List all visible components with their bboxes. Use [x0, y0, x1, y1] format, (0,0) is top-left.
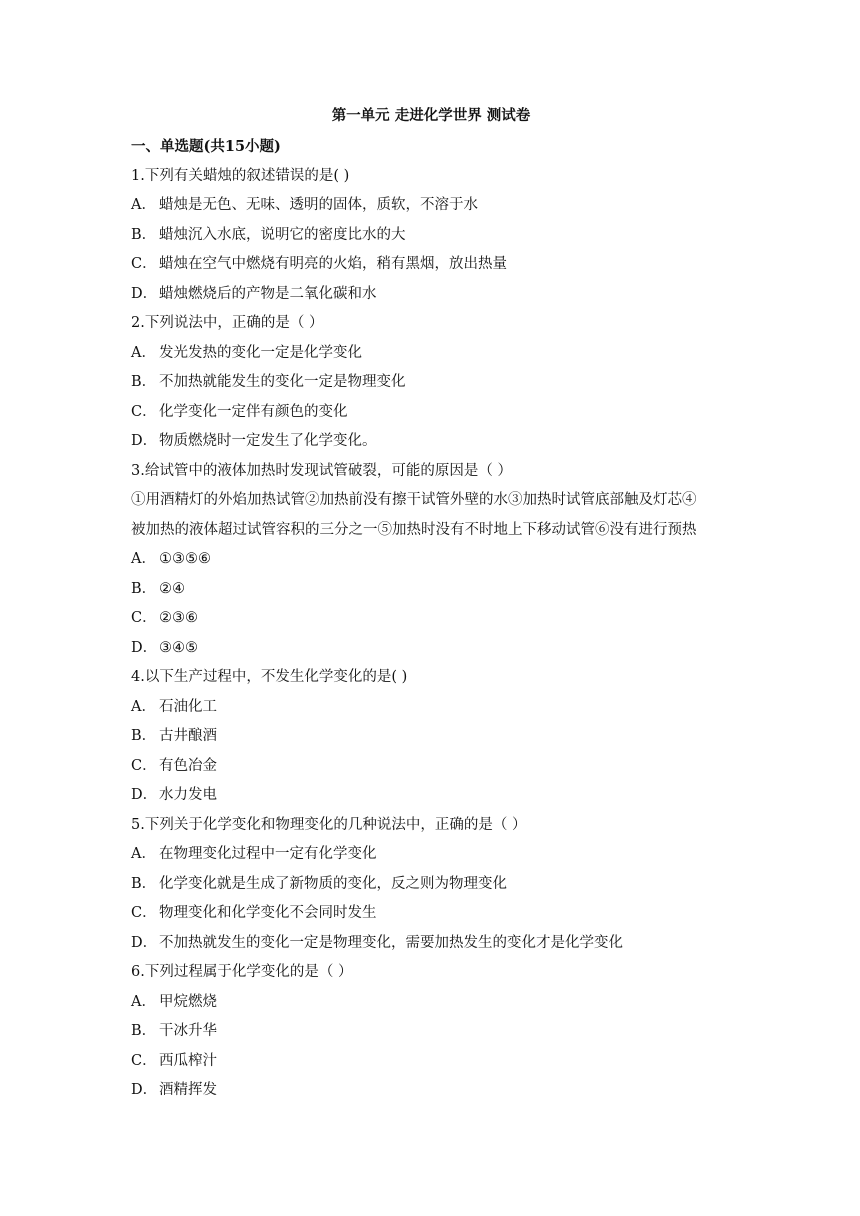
- option-letter: A．: [131, 344, 156, 361]
- option-letter: D．: [131, 639, 158, 656]
- option-letter: D．: [131, 787, 158, 803]
- question: [131, 309, 731, 457]
- document-title: 第一单元 走进化学世界 测试卷: [331, 107, 531, 124]
- question: [131, 457, 731, 664]
- question-stem: ①用酒精灯的外焰加热试管②加热前没有擦干试管外壁的水③加热时试管底部触及灯芯④: [131, 492, 697, 508]
- option-letter: C．: [131, 757, 157, 774]
- option-text: 石油化工: [159, 698, 217, 715]
- option-text: ②④: [159, 580, 185, 597]
- option-letter: C．: [131, 1052, 157, 1069]
- option: [131, 191, 731, 221]
- question-stem: 1.下列有关蜡烛的叙述错误的是( ): [131, 167, 350, 184]
- option-letter: C．: [131, 256, 157, 272]
- question: [131, 663, 731, 811]
- question-list: [131, 162, 731, 1106]
- question: [131, 162, 731, 310]
- option: [131, 368, 731, 398]
- option: [131, 899, 731, 929]
- option-text: 干冰升华: [159, 1023, 217, 1039]
- option: [131, 221, 731, 251]
- option-letter: B．: [131, 580, 157, 597]
- option-text: 有色冶金: [159, 757, 217, 774]
- option: [131, 840, 731, 870]
- option-letter: C．: [131, 905, 157, 921]
- option-letter: B．: [131, 875, 157, 892]
- option-letter: A．: [131, 698, 156, 715]
- option-text: 化学变化就是生成了新物质的变化，反之则为物理变化: [159, 875, 507, 892]
- option-letter: B．: [131, 226, 157, 243]
- option: [131, 693, 731, 723]
- option: [131, 575, 731, 605]
- option-text: 化学变化一定伴有颜色的变化: [159, 403, 348, 420]
- option: [131, 604, 731, 634]
- option: [131, 339, 731, 369]
- option: [131, 545, 731, 575]
- option-letter: D．: [131, 433, 158, 449]
- option-text: 西瓜榨汁: [159, 1052, 217, 1069]
- option-text: 发光发热的变化一定是化学变化: [159, 344, 362, 361]
- option-text: 水力发电: [159, 787, 217, 803]
- option: [131, 1047, 731, 1077]
- option-letter: D．: [131, 1082, 158, 1098]
- question-stem: 6.下列过程属于化学变化的是（ ）: [131, 964, 353, 980]
- option-letter: B．: [131, 374, 157, 390]
- option-text: 酒精挥发: [159, 1082, 217, 1098]
- option-text: 不加热就能发生的变化一定是物理变化: [159, 374, 406, 390]
- option-letter: D．: [131, 285, 158, 302]
- option: [131, 752, 731, 782]
- option: [131, 398, 731, 428]
- question: [131, 958, 731, 1106]
- option-letter: B．: [131, 1023, 157, 1039]
- option-letter: A．: [131, 551, 156, 567]
- option: [131, 722, 731, 752]
- question-stem: 3.给试管中的液体加热时发现试管破裂，可能的原因是（ ）: [131, 462, 512, 479]
- question: [131, 811, 731, 959]
- option-text: 蜡烛是无色、无味、透明的固体，质软，不溶于水: [159, 197, 478, 213]
- option-letter: B．: [131, 728, 157, 744]
- option-letter: C．: [131, 403, 157, 420]
- option: [131, 250, 731, 280]
- option-text: 蜡烛沉入水底，说明它的密度比水的大: [159, 226, 406, 243]
- option-text: 古井酿酒: [159, 728, 217, 744]
- option-text: 蜡烛燃烧后的产物是二氧化碳和水: [159, 285, 377, 302]
- question-stem: 5.下列关于化学变化和物理变化的几种说法中，正确的是（ ）: [131, 816, 527, 833]
- option: [131, 870, 731, 900]
- option: [131, 1017, 731, 1047]
- option: [131, 280, 731, 310]
- option-text: ①③⑤⑥: [159, 551, 211, 567]
- option-text: 物质燃烧时一定发生了化学变化。: [159, 433, 377, 449]
- question-stem: 2.下列说法中，正确的是（ ）: [131, 315, 324, 331]
- option: [131, 1076, 731, 1106]
- option-text: 不加热就发生的变化一定是物理变化，需要加热发生的变化才是化学变化: [159, 934, 623, 951]
- option-text: 物理变化和化学变化不会同时发生: [159, 905, 377, 921]
- option-letter: A．: [131, 197, 156, 213]
- option-text: ②③⑥: [159, 610, 198, 626]
- option: [131, 634, 731, 664]
- option-letter: D．: [131, 934, 158, 951]
- option-text: ③④⑤: [159, 639, 198, 656]
- option-letter: A．: [131, 993, 156, 1010]
- option-text: 蜡烛在空气中燃烧有明亮的火焰，稍有黑烟，放出热量: [159, 256, 507, 272]
- question-stem: 4.以下生产过程中，不发生化学变化的是( ): [131, 669, 408, 685]
- option-text: 甲烷燃烧: [159, 993, 217, 1010]
- option-letter: A．: [131, 846, 156, 862]
- option: [131, 929, 731, 959]
- option-text: 在物理变化过程中一定有化学变化: [159, 846, 377, 862]
- document-content: [131, 104, 731, 1106]
- option: [131, 427, 731, 457]
- option-letter: C．: [131, 610, 157, 626]
- question-stem: 被加热的液体超过试管容积的三分之一⑤加热时没有不时地上下移动试管⑥没有进行预热: [131, 521, 697, 538]
- option: [131, 988, 731, 1018]
- section-heading: 一、单选题(共15小题): [131, 138, 281, 155]
- option: [131, 781, 731, 811]
